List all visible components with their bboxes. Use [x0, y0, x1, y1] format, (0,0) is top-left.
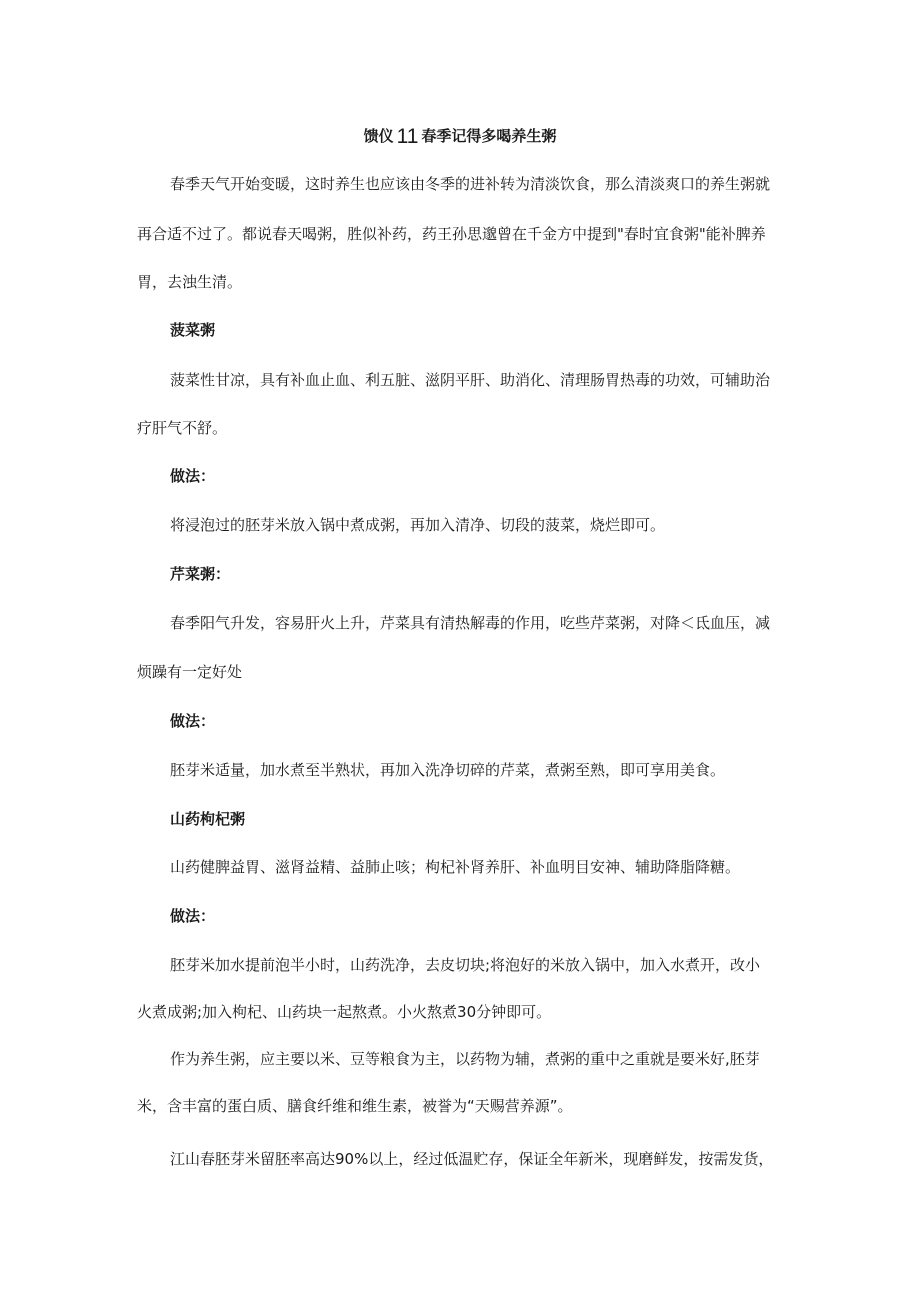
yam-desc: 山药健脾益胃、滋肾益精、益肺止咳；枸杞补肾养肝、补血明目安神、辅助降脂降糖。 [170, 858, 741, 876]
title-prefix: 馈仪 [363, 127, 394, 145]
title-number: 11 [396, 125, 419, 148]
celery-method: 胚芽米适量，加水煮至半熟状，再加入洗净切碎的芹菜，煮粥至熟，即可享用美食。 [170, 761, 726, 779]
intro-line-3: 胃，去浊生清。 [137, 273, 243, 291]
intro-line-1: 春季天气开始变暖，这时养生也应该由冬季的进补转为清淡饮食，那么清淡爽口的养生粥就 [170, 175, 771, 193]
yam-method-line-2: 火煮成粥;加入枸杞、山药块一起熬煮。小火熬煮30分钟即可。 [137, 1003, 552, 1021]
celery-desc-line-1: 春季阳气升发，容易肝火上升，芹菜具有清热解毒的作用，吃些芹菜粥，对降＜氐血压，减 [170, 614, 771, 632]
celery-method-label: 做法： [170, 712, 216, 730]
conclusion-line-2: 米，含丰富的蛋白质、膳食纤维和维生素，被誉为“天赐营养源”。 [137, 1097, 573, 1115]
spinach-method: 将浸泡过的胚芽米放入锅中煮成粥，再加入清净、切段的菠菜，烧烂即可。 [170, 516, 666, 534]
conclusion-line-1: 作为养生粥，应主要以米、豆等粮食为主，以药物为辅，煮粥的重中之重就是要米好,胚芽 [170, 1050, 760, 1068]
yam-method-label: 做法： [170, 907, 216, 925]
celery-heading: 芹菜粥： [170, 565, 231, 583]
yam-method-line-1: 胚芽米加水提前泡半小时，山药洗净，去皮切块;将泡好的米放入锅中，加入水煮开，改小 [170, 956, 761, 974]
yam-heading: 山药枸杞粥 [170, 810, 246, 828]
spinach-heading: 菠菜粥 [170, 321, 216, 339]
celery-desc-line-2: 烦躁有一定好处 [137, 663, 243, 681]
document-title [0, 124, 920, 149]
promo-line-1: 江山春胚芽米留胚率高达90%以上，经过低温贮存，保证全年新米，现磨鲜发，按需发货， [170, 1150, 774, 1168]
spinach-method-label: 做法： [170, 467, 216, 485]
title-text: 春季记得多喝养生粥 [421, 127, 557, 145]
spinach-desc-line-1: 菠菜性甘凉，具有补血止血、利五脏、滋阴平肝、助消化、清理肠胃热毒的功效，可辅助治 [170, 371, 771, 389]
spinach-desc-line-2: 疗肝气不舒。 [137, 419, 228, 437]
intro-line-2: 再合适不过了。都说春天喝粥，胜似补药，药王孙思邈曾在千金方中提到"春时宜食粥"能补脾养 [137, 225, 766, 243]
